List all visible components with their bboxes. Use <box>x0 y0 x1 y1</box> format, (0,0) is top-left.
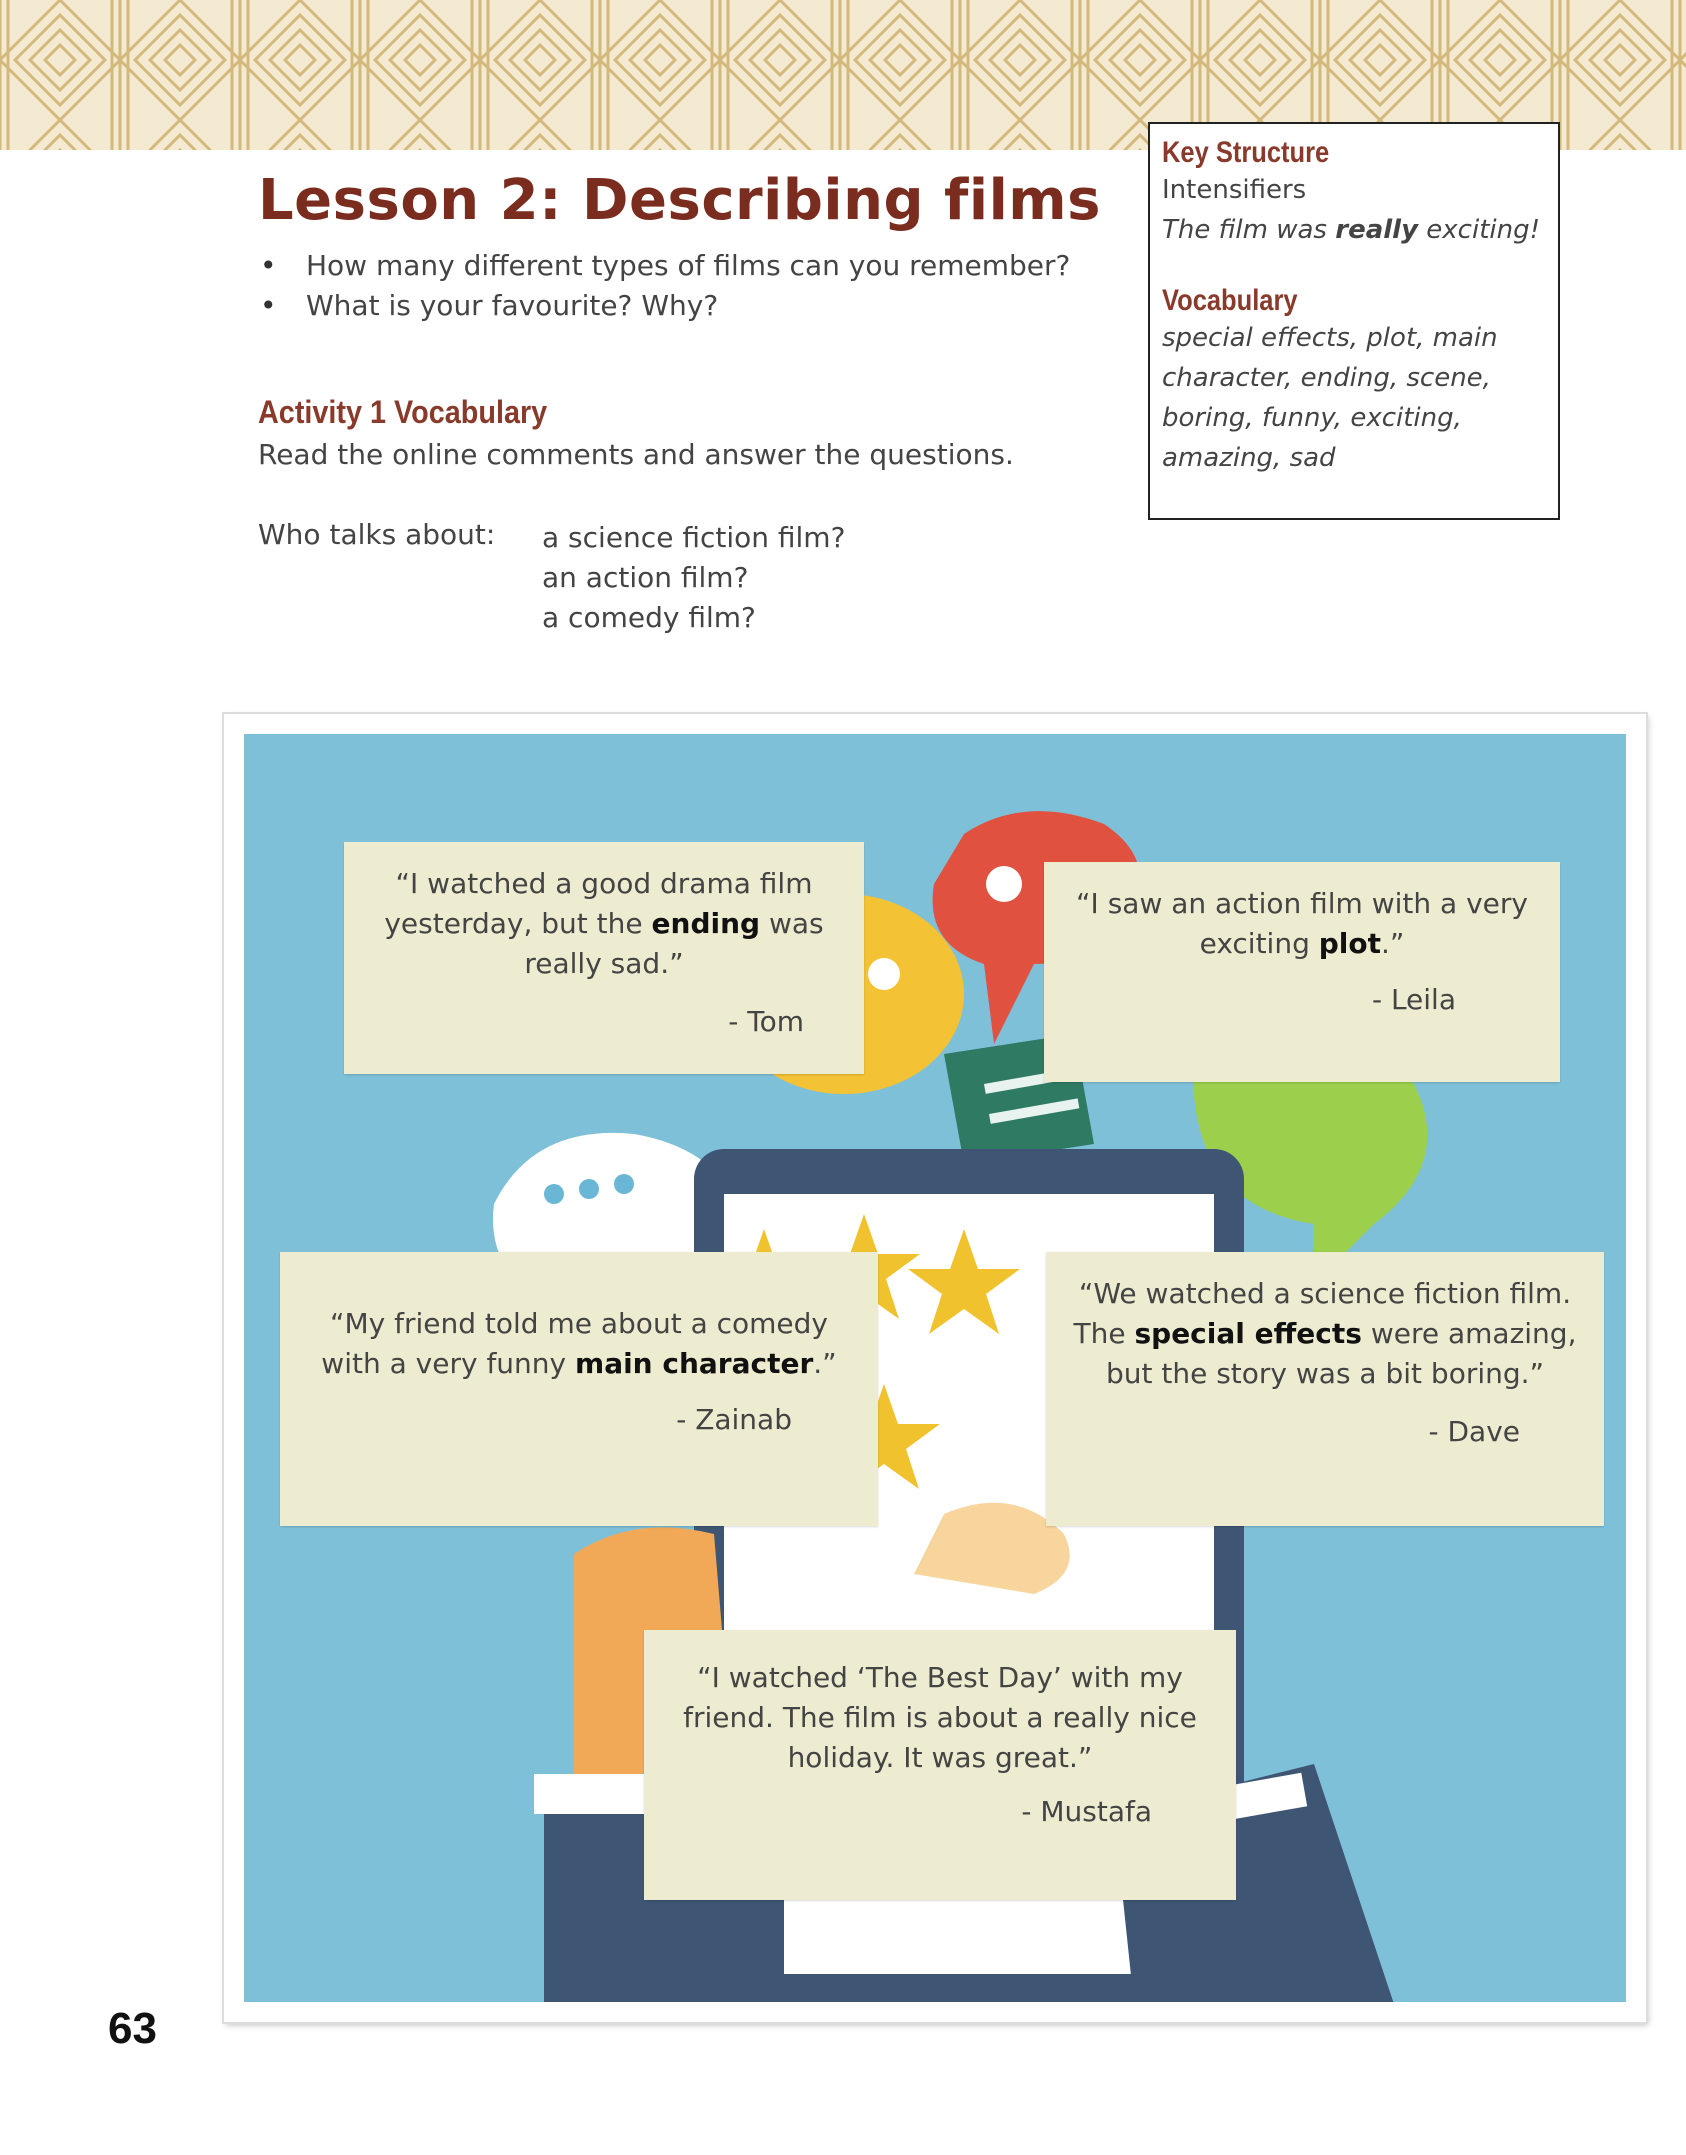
warmup-question: • How many different types of films can you remember? <box>258 246 1070 286</box>
question-list <box>542 518 845 638</box>
comment-line: “I watched a good drama film <box>395 867 813 900</box>
key-structure-box <box>1148 122 1560 520</box>
comment-card-leila <box>1044 862 1560 1082</box>
comment-author: - Dave <box>1428 1415 1520 1448</box>
comment-author: - Leila <box>1371 983 1456 1016</box>
comment-line: “We watched a science fiction film. <box>1078 1277 1572 1310</box>
key-structure-subheading: Intensifiers <box>1162 175 1307 205</box>
comment-line: holiday. It was great.” <box>787 1741 1093 1774</box>
vocabulary-line: character, ending, scene, <box>1162 363 1491 393</box>
comment-author: - Tom <box>728 1005 804 1038</box>
warmup-questions <box>258 246 1070 326</box>
question-item: a comedy film? <box>542 601 756 634</box>
comment-line: “I saw an action film with a very <box>1076 887 1528 920</box>
comment-line: but the story was a bit boring.” <box>1105 1357 1545 1390</box>
key-structure-heading: Key Structure <box>1162 136 1330 169</box>
vocabulary-line: amazing, sad <box>1162 443 1336 473</box>
comments-illustration <box>224 714 1646 2022</box>
comment-line: “I watched ‘The Best Day’ with my <box>697 1661 1183 1694</box>
comment-card-mustafa <box>644 1630 1236 1900</box>
question-item: a science fiction film? <box>542 521 846 554</box>
who-talks-label: Who talks about: <box>258 518 496 551</box>
comment-line: exciting plot.” <box>1199 927 1405 960</box>
comment-line: friend. The film is about a really nice <box>683 1701 1197 1734</box>
page-number: 63 <box>108 2004 157 2053</box>
vocabulary-line: boring, funny, exciting, <box>1162 403 1462 433</box>
comment-line: yesterday, but the ending was <box>384 907 824 940</box>
comment-card-zainab <box>280 1252 878 1526</box>
comment-line: with a very funny main character.” <box>321 1347 837 1380</box>
comment-card-dave <box>1046 1252 1604 1526</box>
vocabulary-line: special effects, plot, main <box>1162 323 1498 353</box>
comment-line: really sad.” <box>524 947 684 980</box>
comment-line: “My friend told me about a comedy <box>329 1307 828 1340</box>
comment-card-tom <box>344 842 864 1074</box>
comment-author: - Zainab <box>676 1403 792 1436</box>
warmup-question: • What is your favourite? Why? <box>258 286 1070 326</box>
activity-instruction: Read the online comments and answer the questions. <box>258 438 1014 471</box>
comment-author: - Mustafa <box>1021 1795 1152 1828</box>
lesson-title: Lesson 2: Describing films <box>258 168 1101 233</box>
activity-heading: Activity 1 Vocabulary <box>258 394 548 430</box>
question-item: an action film? <box>542 561 749 594</box>
key-structure-example: The film was really exciting! <box>1162 215 1541 245</box>
vocabulary-heading: Vocabulary <box>1162 284 1298 317</box>
comment-line: The special effects were amazing, <box>1073 1317 1577 1350</box>
